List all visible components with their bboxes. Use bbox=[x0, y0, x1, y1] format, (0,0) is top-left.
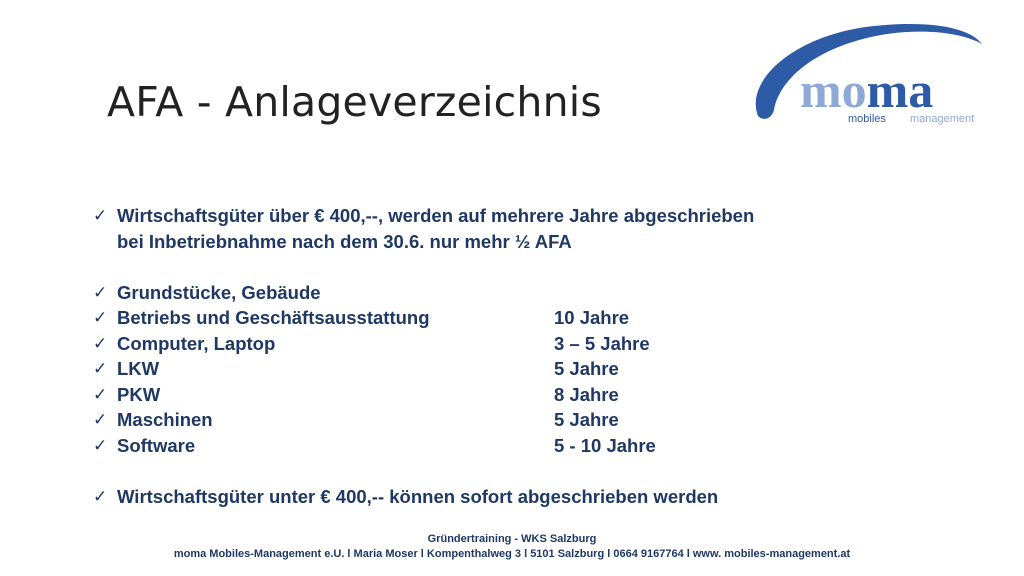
bullet-intro-continued bbox=[93, 229, 853, 255]
moma-logo bbox=[752, 14, 992, 129]
asset-years: 3 – 5 Jahre bbox=[554, 332, 650, 354]
asset-years: 10 Jahre bbox=[554, 307, 630, 328]
footer-line-1: Gründertraining - WKS Salzburg bbox=[427, 533, 597, 545]
checkmark-icon: ✓ bbox=[93, 410, 108, 429]
asset-label: LKW bbox=[117, 358, 160, 379]
list-item bbox=[93, 433, 853, 459]
list-item bbox=[93, 305, 853, 331]
checkmark-icon: ✓ bbox=[93, 282, 108, 302]
asset-label: PKW bbox=[117, 383, 161, 405]
checkmark-icon: ✓ bbox=[93, 384, 108, 404]
list-item bbox=[93, 382, 853, 408]
asset-label: Maschinen bbox=[117, 409, 213, 430]
list-item bbox=[93, 407, 853, 433]
asset-years: 5 - 10 Jahre bbox=[554, 434, 656, 456]
logo-wordmark-mo: mo bbox=[800, 62, 867, 118]
asset-label: Betriebs und Geschäftsausstattung bbox=[117, 307, 430, 328]
spacer bbox=[93, 458, 853, 484]
asset-years: 5 Jahre bbox=[554, 409, 619, 430]
checkmark-icon: ✓ bbox=[93, 333, 108, 353]
asset-label: Software bbox=[117, 434, 196, 456]
bullet-list bbox=[93, 203, 853, 509]
asset-years: 8 Jahre bbox=[554, 383, 619, 405]
checkmark-icon: ✓ bbox=[93, 359, 108, 378]
bullet-text-continued: bei Inbetriebnahme nach dem 30.6. nur mehr ½ AFA bbox=[117, 230, 572, 252]
checkmark-icon: ✓ bbox=[93, 435, 108, 455]
asset-label: Grundstücke, Gebäude bbox=[117, 281, 321, 303]
checkmark-icon: ✓ bbox=[93, 308, 108, 327]
spacer bbox=[93, 254, 853, 280]
bullet-text: Wirtschaftsgüter über € 400,--, werden auf mehrere Jahre abgeschrieben bbox=[117, 205, 755, 226]
logo-wordmark-ma: ma bbox=[866, 62, 934, 118]
bullet-intro bbox=[93, 203, 853, 229]
asset-label: Computer, Laptop bbox=[117, 332, 276, 354]
list-item bbox=[93, 280, 853, 306]
logo-sub-mobiles: mobiles bbox=[848, 113, 886, 125]
checkmark-icon: ✓ bbox=[93, 206, 108, 225]
footer-line-2: moma Mobiles-Management e.U. l Maria Moser l Kompenthalweg 3 l 5101 Salzburg l 0664 9167764 l www. mobiles-management.at bbox=[173, 548, 851, 560]
list-item bbox=[93, 356, 853, 382]
asset-years: 5 Jahre bbox=[554, 358, 619, 379]
logo-sub-management: management bbox=[910, 113, 975, 125]
svg-text:moma bbox=[800, 62, 933, 118]
list-item bbox=[93, 331, 853, 357]
page-title: AFA - Anlageverzeichnis bbox=[107, 78, 602, 126]
bullet-closing bbox=[93, 484, 853, 510]
bullet-text: Wirtschaftsgüter unter € 400,-- können sofort abgeschrieben werden bbox=[117, 485, 719, 507]
checkmark-icon: ✓ bbox=[93, 486, 108, 506]
